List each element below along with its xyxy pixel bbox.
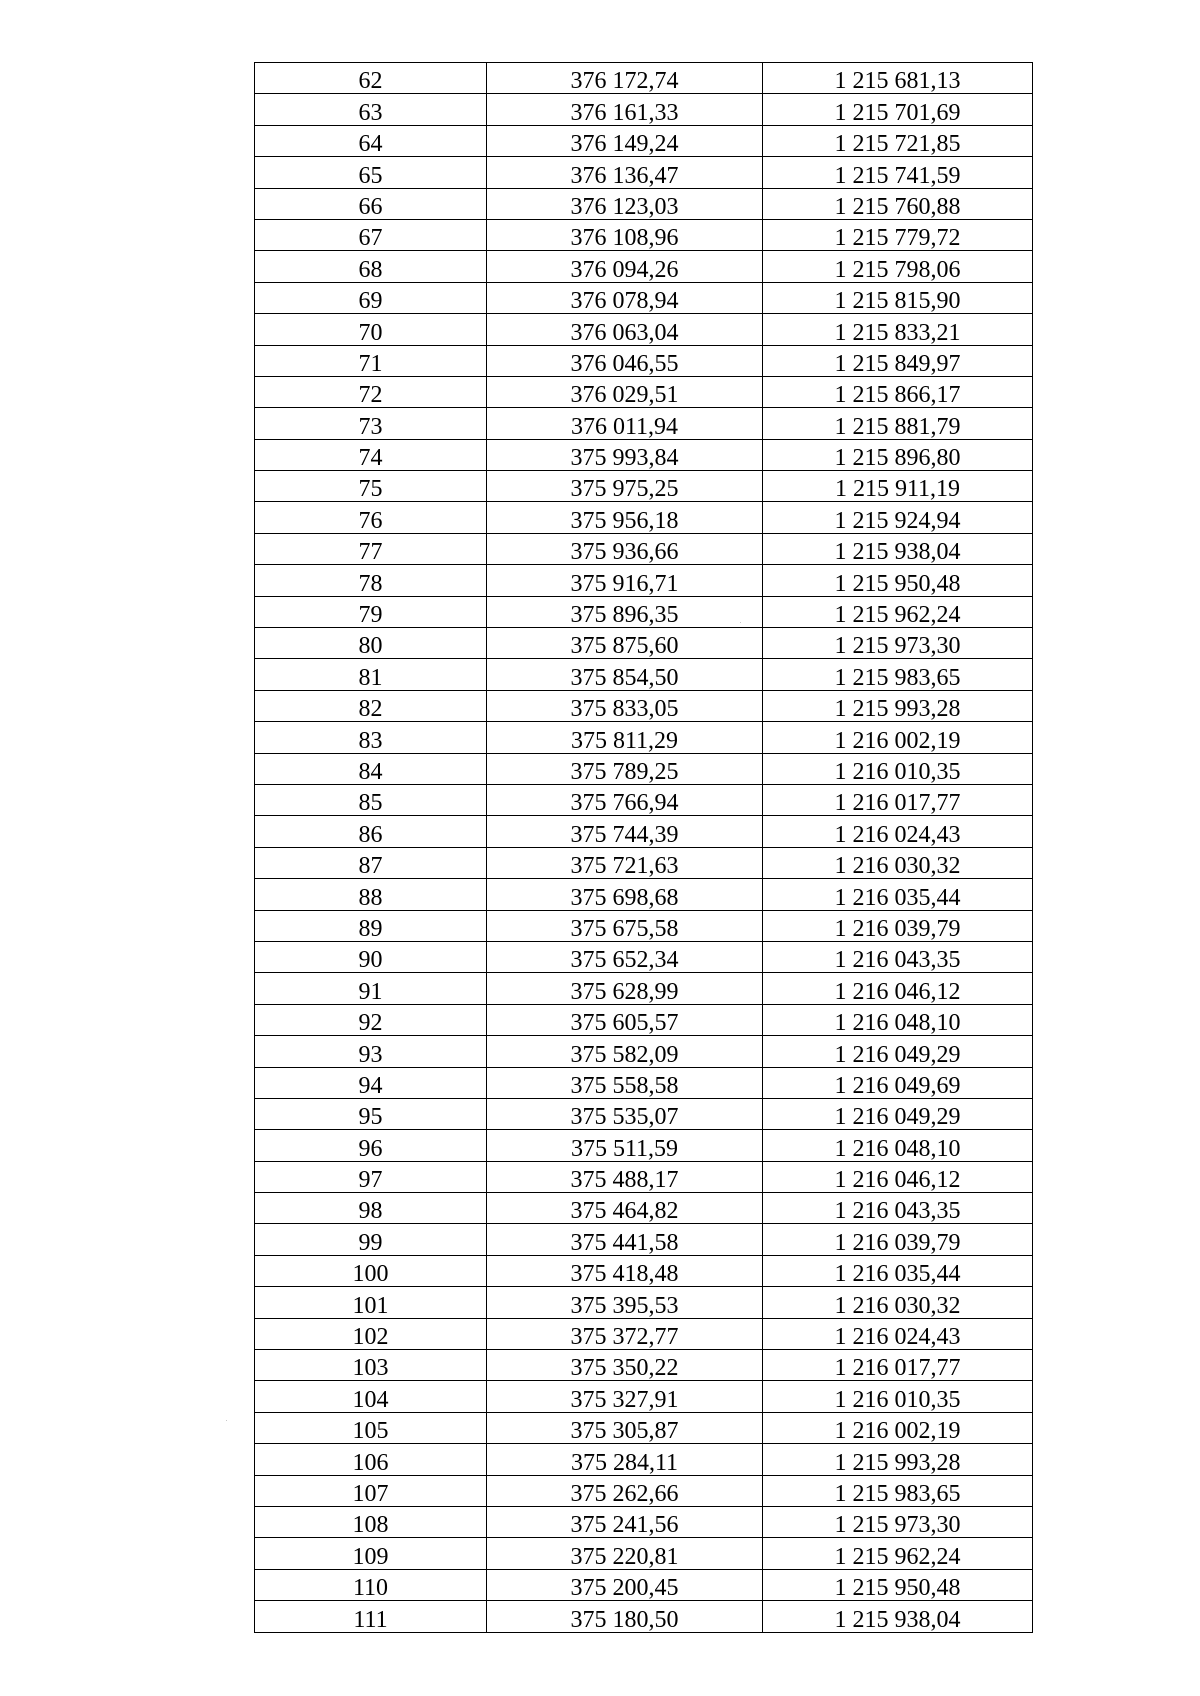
x-coordinate-cell: 376 123,03 [487,188,763,219]
point-number-cell: 97 [255,1161,487,1192]
point-number-cell: 84 [255,753,487,784]
point-number-cell: 85 [255,784,487,815]
point-number-cell: 82 [255,690,487,721]
x-coordinate-cell: 375 418,48 [487,1255,763,1286]
table-row [255,157,1033,188]
point-number-cell: 72 [255,376,487,407]
y-coordinate-cell: 1 216 017,77 [763,784,1033,815]
table-row [255,345,1033,376]
table-row [255,1098,1033,1129]
x-coordinate-cell: 375 582,09 [487,1036,763,1067]
x-coordinate-cell: 375 766,94 [487,784,763,815]
point-number-cell: 80 [255,628,487,659]
y-coordinate-cell: 1 215 938,04 [763,1601,1033,1632]
point-number-cell: 91 [255,973,487,1004]
point-number-cell: 105 [255,1412,487,1443]
x-coordinate-cell: 376 136,47 [487,157,763,188]
point-number-cell: 90 [255,941,487,972]
point-number-cell: 75 [255,471,487,502]
coordinates-table-body [255,63,1033,1633]
point-number-cell: 107 [255,1475,487,1506]
y-coordinate-cell: 1 215 849,97 [763,345,1033,376]
x-coordinate-cell: 376 063,04 [487,314,763,345]
table-row [255,690,1033,721]
y-coordinate-cell: 1 215 962,24 [763,596,1033,627]
point-number-cell: 104 [255,1381,487,1412]
y-coordinate-cell: 1 215 881,79 [763,408,1033,439]
table-row [255,1255,1033,1286]
y-coordinate-cell: 1 215 911,19 [763,471,1033,502]
point-number-cell: 86 [255,816,487,847]
table-row [255,1318,1033,1349]
point-number-cell: 88 [255,879,487,910]
y-coordinate-cell: 1 215 779,72 [763,219,1033,250]
point-number-cell: 77 [255,533,487,564]
x-coordinate-cell: 375 511,59 [487,1130,763,1161]
y-coordinate-cell: 1 216 046,12 [763,973,1033,1004]
point-number-cell: 81 [255,659,487,690]
x-coordinate-cell: 375 180,50 [487,1601,763,1632]
point-number-cell: 70 [255,314,487,345]
y-coordinate-cell: 1 216 048,10 [763,1130,1033,1161]
table-row [255,533,1033,564]
y-coordinate-cell: 1 216 024,43 [763,816,1033,847]
x-coordinate-cell: 375 372,77 [487,1318,763,1349]
coordinates-table [254,62,1033,1633]
table-row [255,753,1033,784]
table-row [255,1193,1033,1224]
table-row [255,1506,1033,1537]
x-coordinate-cell: 375 833,05 [487,690,763,721]
table-row [255,910,1033,941]
y-coordinate-cell: 1 215 798,06 [763,251,1033,282]
point-number-cell: 108 [255,1506,487,1537]
point-number-cell: 67 [255,219,487,250]
y-coordinate-cell: 1 216 049,29 [763,1036,1033,1067]
x-coordinate-cell: 376 094,26 [487,251,763,282]
x-coordinate-cell: 376 011,94 [487,408,763,439]
y-coordinate-cell: 1 216 035,44 [763,879,1033,910]
x-coordinate-cell: 375 811,29 [487,722,763,753]
point-number-cell: 110 [255,1569,487,1600]
table-row [255,1004,1033,1035]
table-row [255,219,1033,250]
table-row [255,596,1033,627]
x-coordinate-cell: 375 875,60 [487,628,763,659]
table-row [255,941,1033,972]
table-row [255,973,1033,1004]
point-number-cell: 95 [255,1098,487,1129]
point-number-cell: 64 [255,125,487,156]
table-row [255,1350,1033,1381]
y-coordinate-cell: 1 216 039,79 [763,910,1033,941]
point-number-cell: 103 [255,1350,487,1381]
x-coordinate-cell: 375 896,35 [487,596,763,627]
x-coordinate-cell: 375 916,71 [487,565,763,596]
table-row [255,408,1033,439]
table-row [255,125,1033,156]
point-number-cell: 74 [255,439,487,470]
x-coordinate-cell: 376 108,96 [487,219,763,250]
y-coordinate-cell: 1 215 993,28 [763,1444,1033,1475]
y-coordinate-cell: 1 216 039,79 [763,1224,1033,1255]
x-coordinate-cell: 375 241,56 [487,1506,763,1537]
table-row [255,439,1033,470]
scan-speck [226,1420,227,1421]
y-coordinate-cell: 1 216 030,32 [763,1287,1033,1318]
table-row [255,251,1033,282]
x-coordinate-cell: 375 350,22 [487,1350,763,1381]
table-row [255,1130,1033,1161]
point-number-cell: 93 [255,1036,487,1067]
table-row [255,1601,1033,1632]
point-number-cell: 92 [255,1004,487,1035]
x-coordinate-cell: 375 262,66 [487,1475,763,1506]
point-number-cell: 65 [255,157,487,188]
table-row [255,282,1033,313]
point-number-cell: 83 [255,722,487,753]
point-number-cell: 76 [255,502,487,533]
table-row [255,1161,1033,1192]
table-row [255,722,1033,753]
table-row [255,1444,1033,1475]
table-row [255,879,1033,910]
table-row [255,816,1033,847]
table-row [255,471,1033,502]
point-number-cell: 101 [255,1287,487,1318]
x-coordinate-cell: 375 535,07 [487,1098,763,1129]
y-coordinate-cell: 1 215 950,48 [763,565,1033,596]
point-number-cell: 111 [255,1601,487,1632]
x-coordinate-cell: 376 078,94 [487,282,763,313]
point-number-cell: 94 [255,1067,487,1098]
y-coordinate-cell: 1 215 973,30 [763,628,1033,659]
x-coordinate-cell: 375 975,25 [487,471,763,502]
x-coordinate-cell: 376 046,55 [487,345,763,376]
point-number-cell: 98 [255,1193,487,1224]
x-coordinate-cell: 375 395,53 [487,1287,763,1318]
y-coordinate-cell: 1 216 002,19 [763,722,1033,753]
point-number-cell: 87 [255,847,487,878]
table-row [255,1036,1033,1067]
y-coordinate-cell: 1 215 815,90 [763,282,1033,313]
x-coordinate-cell: 375 652,34 [487,941,763,972]
y-coordinate-cell: 1 216 030,32 [763,847,1033,878]
y-coordinate-cell: 1 216 010,35 [763,1381,1033,1412]
y-coordinate-cell: 1 216 049,69 [763,1067,1033,1098]
table-row [255,1381,1033,1412]
y-coordinate-cell: 1 215 760,88 [763,188,1033,219]
table-row [255,63,1033,94]
x-coordinate-cell: 375 558,58 [487,1067,763,1098]
scan-speck [740,622,741,623]
y-coordinate-cell: 1 216 010,35 [763,753,1033,784]
point-number-cell: 68 [255,251,487,282]
table-row [255,1569,1033,1600]
x-coordinate-cell: 375 956,18 [487,502,763,533]
table-row [255,784,1033,815]
y-coordinate-cell: 1 215 833,21 [763,314,1033,345]
y-coordinate-cell: 1 215 741,59 [763,157,1033,188]
table-row [255,376,1033,407]
y-coordinate-cell: 1 215 866,17 [763,376,1033,407]
x-coordinate-cell: 375 220,81 [487,1538,763,1569]
y-coordinate-cell: 1 215 701,69 [763,94,1033,125]
point-number-cell: 100 [255,1255,487,1286]
y-coordinate-cell: 1 216 024,43 [763,1318,1033,1349]
x-coordinate-cell: 375 305,87 [487,1412,763,1443]
point-number-cell: 73 [255,408,487,439]
table-row [255,1224,1033,1255]
y-coordinate-cell: 1 215 681,13 [763,63,1033,94]
y-coordinate-cell: 1 216 046,12 [763,1161,1033,1192]
x-coordinate-cell: 375 441,58 [487,1224,763,1255]
table-row [255,1067,1033,1098]
y-coordinate-cell: 1 215 924,94 [763,502,1033,533]
table-row [255,94,1033,125]
y-coordinate-cell: 1 215 973,30 [763,1506,1033,1537]
x-coordinate-cell: 375 721,63 [487,847,763,878]
table-row [255,1287,1033,1318]
y-coordinate-cell: 1 216 043,35 [763,1193,1033,1224]
y-coordinate-cell: 1 216 017,77 [763,1350,1033,1381]
point-number-cell: 71 [255,345,487,376]
x-coordinate-cell: 375 464,82 [487,1193,763,1224]
x-coordinate-cell: 375 284,11 [487,1444,763,1475]
table-row [255,659,1033,690]
x-coordinate-cell: 375 488,17 [487,1161,763,1192]
x-coordinate-cell: 375 327,91 [487,1381,763,1412]
x-coordinate-cell: 376 172,74 [487,63,763,94]
point-number-cell: 96 [255,1130,487,1161]
y-coordinate-cell: 1 215 950,48 [763,1569,1033,1600]
x-coordinate-cell: 375 628,99 [487,973,763,1004]
y-coordinate-cell: 1 215 938,04 [763,533,1033,564]
point-number-cell: 89 [255,910,487,941]
table-row [255,502,1033,533]
x-coordinate-cell: 375 936,66 [487,533,763,564]
point-number-cell: 109 [255,1538,487,1569]
x-coordinate-cell: 375 200,45 [487,1569,763,1600]
point-number-cell: 69 [255,282,487,313]
point-number-cell: 66 [255,188,487,219]
y-coordinate-cell: 1 216 035,44 [763,1255,1033,1286]
y-coordinate-cell: 1 216 002,19 [763,1412,1033,1443]
y-coordinate-cell: 1 215 983,65 [763,659,1033,690]
x-coordinate-cell: 375 789,25 [487,753,763,784]
point-number-cell: 63 [255,94,487,125]
table-row [255,188,1033,219]
y-coordinate-cell: 1 215 983,65 [763,1475,1033,1506]
table-row [255,1412,1033,1443]
table-row [255,314,1033,345]
point-number-cell: 106 [255,1444,487,1475]
y-coordinate-cell: 1 215 993,28 [763,690,1033,721]
x-coordinate-cell: 376 029,51 [487,376,763,407]
point-number-cell: 78 [255,565,487,596]
x-coordinate-cell: 375 993,84 [487,439,763,470]
y-coordinate-cell: 1 216 049,29 [763,1098,1033,1129]
x-coordinate-cell: 375 854,50 [487,659,763,690]
x-coordinate-cell: 375 698,68 [487,879,763,910]
point-number-cell: 102 [255,1318,487,1349]
table-row [255,1538,1033,1569]
table-row [255,628,1033,659]
y-coordinate-cell: 1 215 896,80 [763,439,1033,470]
x-coordinate-cell: 376 149,24 [487,125,763,156]
x-coordinate-cell: 376 161,33 [487,94,763,125]
table-row [255,565,1033,596]
x-coordinate-cell: 375 605,57 [487,1004,763,1035]
y-coordinate-cell: 1 215 721,85 [763,125,1033,156]
point-number-cell: 99 [255,1224,487,1255]
x-coordinate-cell: 375 744,39 [487,816,763,847]
y-coordinate-cell: 1 216 043,35 [763,941,1033,972]
x-coordinate-cell: 375 675,58 [487,910,763,941]
table-row [255,847,1033,878]
point-number-cell: 79 [255,596,487,627]
y-coordinate-cell: 1 216 048,10 [763,1004,1033,1035]
point-number-cell: 62 [255,63,487,94]
y-coordinate-cell: 1 215 962,24 [763,1538,1033,1569]
table-row [255,1475,1033,1506]
